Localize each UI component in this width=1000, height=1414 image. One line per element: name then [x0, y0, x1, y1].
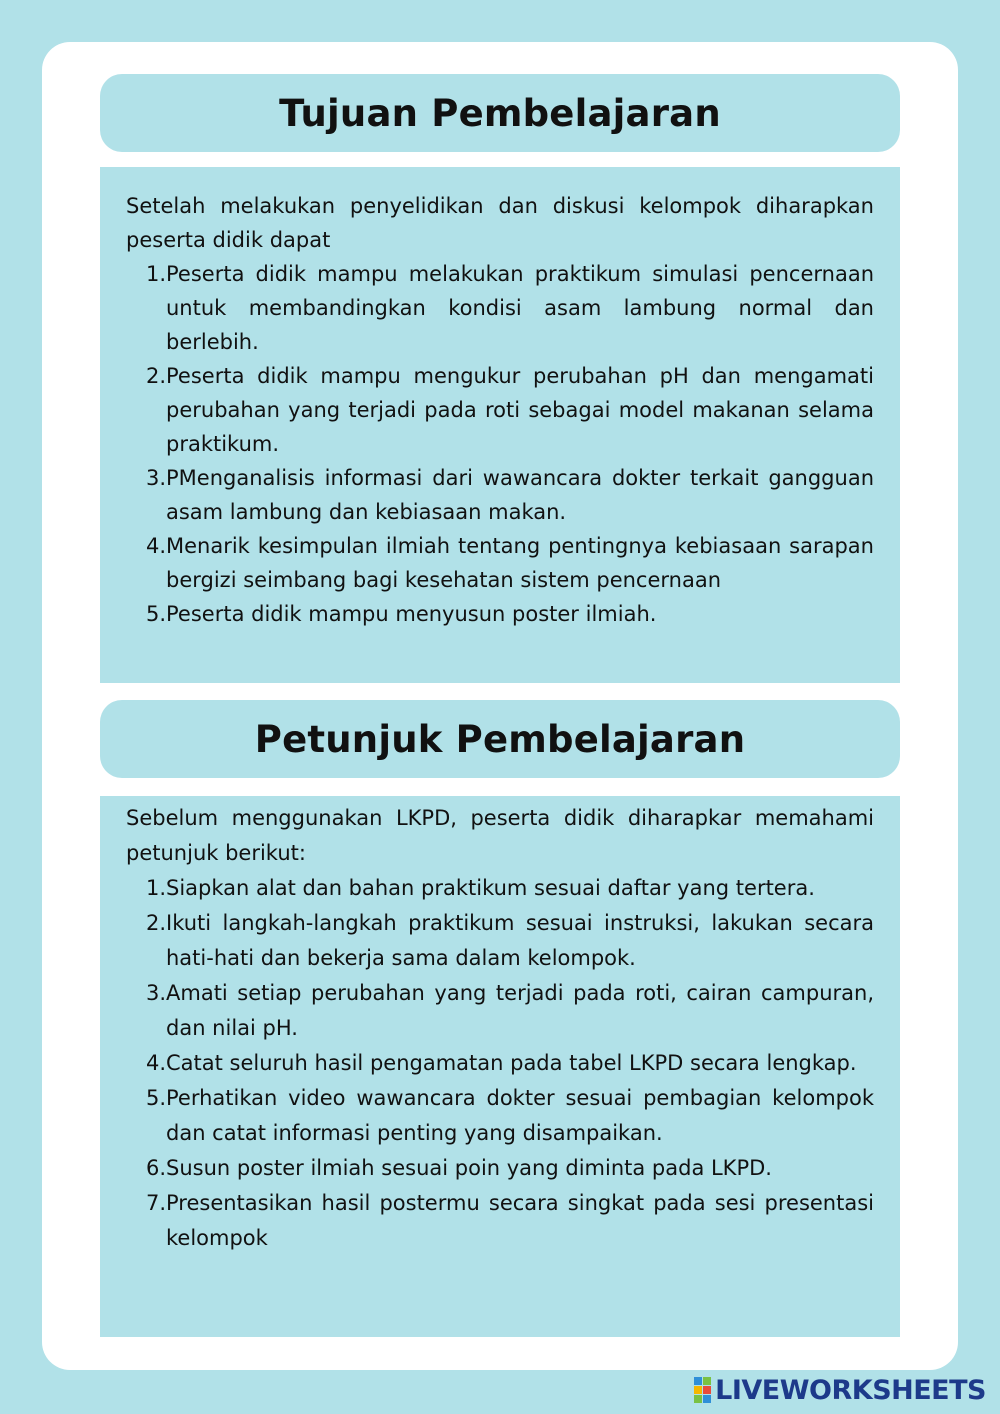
- list-item: 5. Peserta didik mampu menyusun poster ilmiah.: [145, 602, 657, 626]
- list-item: 7. Presentasikan hasil postermu secara singkat pada sesi presentasi kelompok: [145, 1191, 874, 1250]
- section-title-tujuan: Tujuan Pembelajaran: [279, 91, 721, 135]
- section-title-petunjuk: Petunjuk Pembelajaran: [254, 717, 746, 761]
- list-item: 3. PMenganalisis informasi dari wawancara dokter terkait gangguan asam lambung dan kebiasaan makan.: [145, 466, 874, 524]
- list-item: 5. Perhatikan video wawancara dokter sesuai pembagian kelompok dan catat informasi penting yang disampaikan.: [145, 1086, 874, 1145]
- section-title-box-petunjuk: [100, 700, 900, 778]
- liveworksheets-logo-icon: [694, 1377, 711, 1403]
- list-item: 1. Siapkan alat dan bahan praktikum sesuai daftar yang tertera.: [145, 876, 815, 900]
- list-item: 3. Amati setiap perubahan yang terjadi pada roti, cairan campuran, dan nilai pH.: [145, 981, 874, 1040]
- content-box-tujuan: [100, 167, 900, 683]
- intro-text-tujuan: Setelah melakukan penyelidikan dan diskusi kelompok diharapkan peserta didik dapat: [126, 194, 874, 252]
- section-title-box-tujuan: [100, 74, 900, 152]
- list-item: 4. Catat seluruh hasil pengamatan pada tabel LKPD secara lengkap.: [145, 1051, 857, 1075]
- list-item: 1. Peserta didik mampu melakukan praktikum simulasi pencernaan untuk membandingkan kondisi asam lambung normal dan berlebih.: [145, 262, 874, 354]
- list-item: 2. Peserta didik mampu mengukur perubahan pH dan mengamati perubahan yang terjadi pada roti sebagai model makanan selama praktikum.: [145, 364, 874, 456]
- liveworksheets-logo[interactable]: [694, 1375, 986, 1405]
- objectives-list: [126, 257, 874, 631]
- intro-text-petunjuk: Sebelum menggunakan LKPD, peserta didik diharapkar memahami petunjuk berikut:: [126, 806, 874, 865]
- logo-text: LIVEWORKSHEETS: [715, 1374, 986, 1406]
- content-box-petunjuk: [100, 796, 900, 1337]
- instructions-list: [126, 871, 874, 1256]
- list-item: 6. Susun poster ilmiah sesuai poin yang diminta pada LKPD.: [145, 1156, 772, 1180]
- list-item: 4. Menarik kesimpulan ilmiah tentang pentingnya kebiasaan sarapan bergizi seimbang bagi kesehatan sistem pencernaan: [145, 534, 874, 592]
- list-item: 2. Ikuti langkah-langkah praktikum sesuai instruksi, lakukan secara hati-hati dan bekerja sama dalam kelompok.: [145, 911, 874, 970]
